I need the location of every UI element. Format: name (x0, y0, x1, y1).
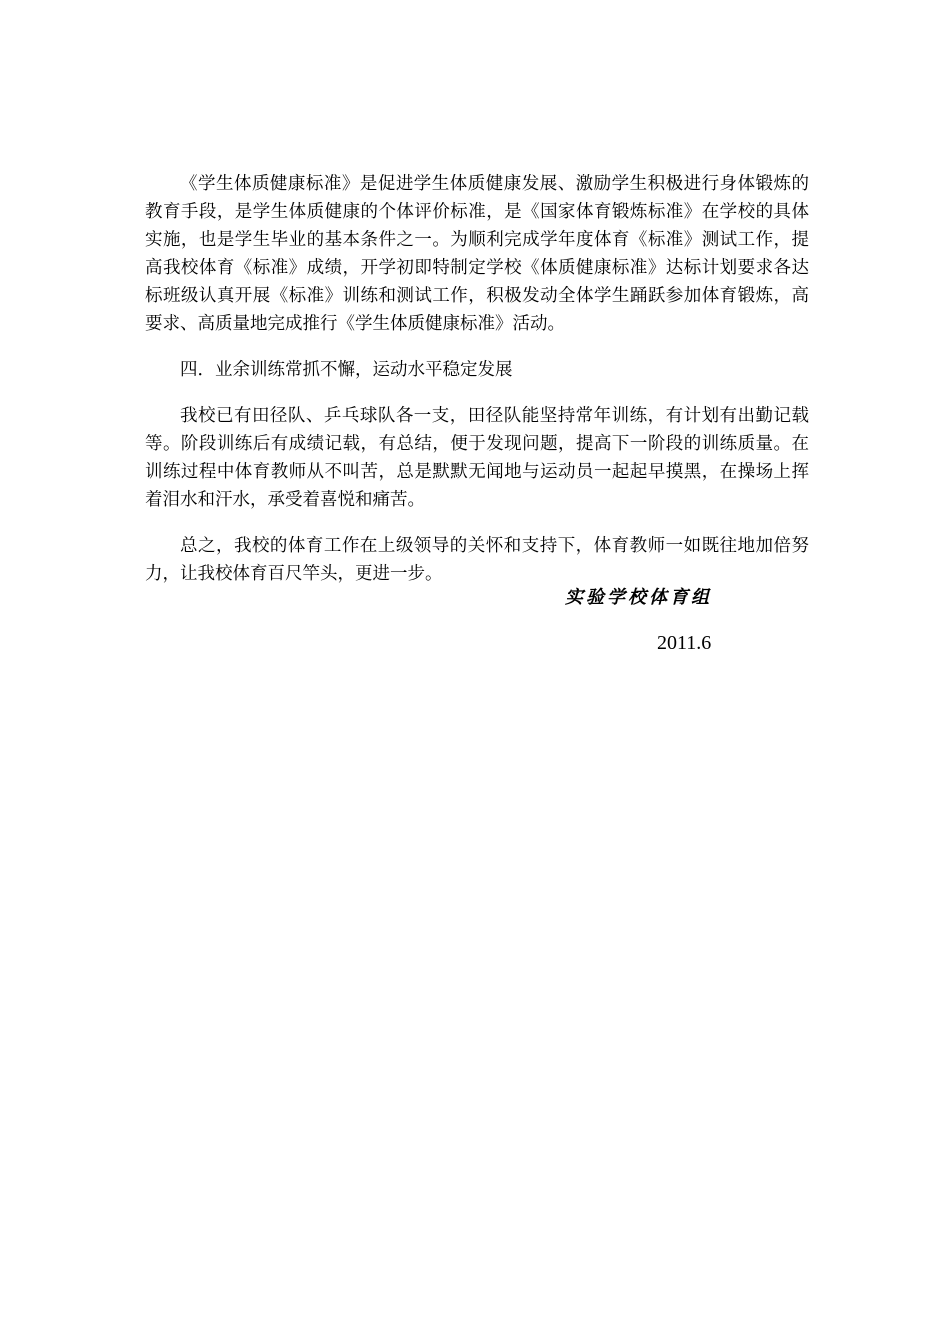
signature: 实验学校体育组 (565, 587, 712, 608)
section-heading: 四．业余训练常抓不懈，运动水平稳定发展 (180, 360, 513, 380)
paragraph-training: 我校已有田径队、乒乓球队各一支，田径队能坚持常年训练，有计划有出勤记载等。阶段训练后有成绩记载，有总结，便于发现问题，提高下一阶段的训练质量。在训练过程中体育教师从不叫苦，总是默默无闻地与运动员一起起早摸黑，在操场上挥着泪水和汗水，承受着喜悦和痛苦。 (145, 406, 809, 510)
date: 2011.6 (657, 632, 712, 654)
document-body (145, 170, 809, 588)
paragraph-conclusion: 总之，我校的体育工作在上级领导的关怀和支持下，体育教师一如既往地加倍努力，让我校体育百尺竿头，更进一步。 (145, 536, 809, 584)
paragraph-standard: 《学生体质健康标准》是促进学生体质健康发展、激励学生积极进行身体锻炼的教育手段，是学生体质健康的个体评价标准，是《国家体育锻炼标准》在学校的具体实施，也是学生毕业的基本条件之一。为顺利完成学年度体育《标准》测试工作，提高我校体育《标准》成绩，开学初即特制定学校《体质健康标准》达标计划要求各达标班级认真开展《标准》训练和测试工作，积极发动全体学生踊跃参加体育锻炼，高要求、高质量地完成推行《学生体质健康标准》活动。 (145, 174, 809, 334)
